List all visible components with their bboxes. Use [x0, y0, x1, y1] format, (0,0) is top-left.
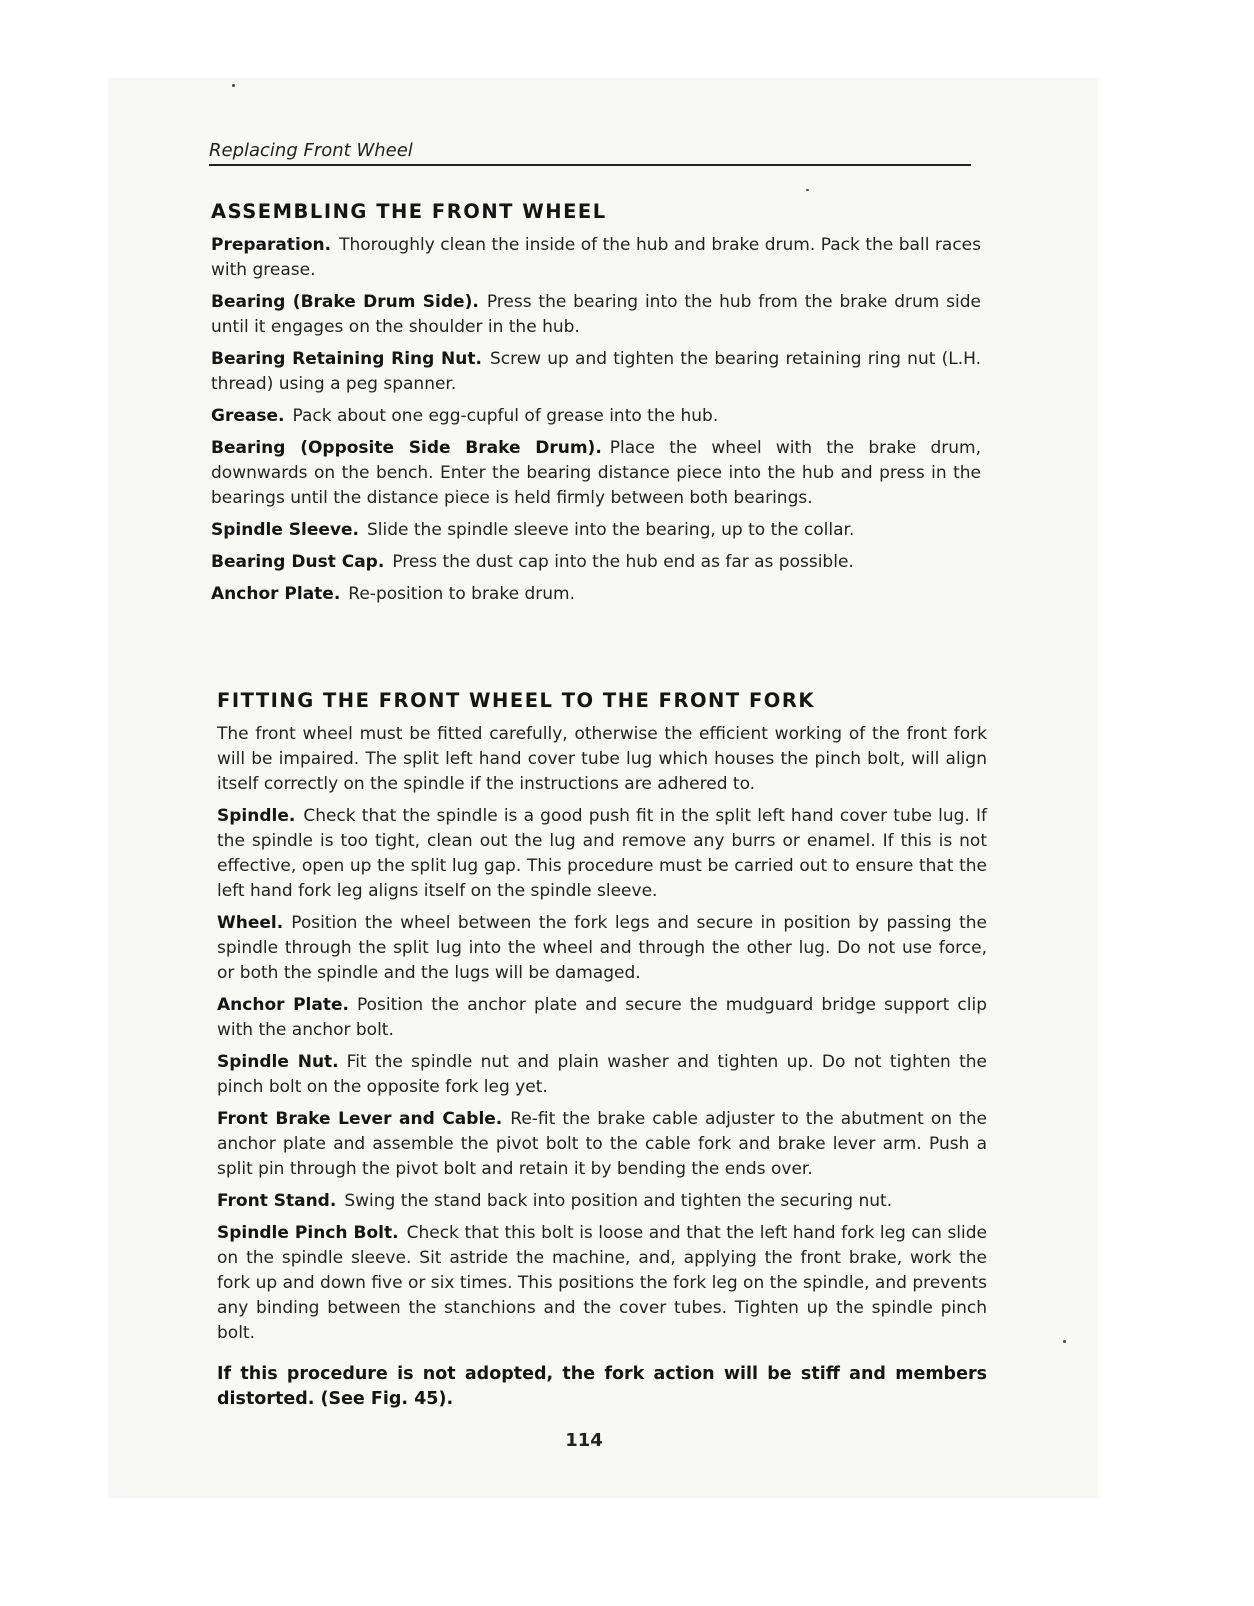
instruction-item [211, 404, 981, 429]
instruction-text: Screw up and tighten the bearing retaining ring nut (L.H. thread) using a peg spanner. [211, 349, 981, 394]
page-header-title: Replacing Front Wheel [209, 140, 413, 161]
instruction-item [211, 550, 981, 575]
instruction-item [217, 993, 987, 1043]
instruction-term: Anchor Plate. [211, 584, 341, 604]
instruction-item [211, 582, 981, 607]
instruction-text: Press the dust cap into the hub end as far as possible. [392, 552, 854, 572]
scan-speck [1063, 1340, 1066, 1343]
instruction-item [211, 290, 981, 340]
section-heading: FITTING THE FRONT WHEEL TO THE FRONT FORK [217, 689, 815, 712]
instruction-text: Slide the spindle sleeve into the bearing, up to the collar. [367, 520, 855, 540]
instruction-item [211, 436, 981, 511]
instruction-text: Press the bearing into the hub from the brake drum side until it engages on the shoulder in the hub. [211, 292, 981, 337]
instruction-text: Pack about one egg-cupful of grease into the hub. [292, 406, 719, 426]
instruction-term: Preparation. [211, 235, 332, 255]
instruction-term: Bearing Dust Cap. [211, 552, 385, 572]
instruction-text: Re-position to brake drum. [348, 584, 575, 604]
instruction-item [217, 1189, 987, 1214]
scan-speck [806, 189, 809, 191]
warning-note: If this procedure is not adopted, the fork action will be stiff and members distorted. (See Fig. 45). [217, 1364, 987, 1409]
instruction-item [217, 911, 987, 986]
instruction-term: Spindle Nut. [217, 1052, 339, 1072]
instruction-text: Thoroughly clean the inside of the hub and brake drum. Pack the ball races with grease. [211, 235, 981, 280]
instruction-text: Position the wheel between the fork legs and secure in position by passing the spindle through the split lug into the wheel and through the other lug. Do not use force, or both the spindle and the lugs will be damaged. [217, 913, 987, 983]
instruction-text: Re-fit the brake cable adjuster to the abutment on the anchor plate and assemble the pivot bolt to the cable fork and brake lever arm. Push a split pin through the pivot bolt and retain it by bending the ends over. [217, 1109, 987, 1179]
instruction-term: Grease. [211, 406, 285, 426]
instruction-term: Spindle. [217, 806, 296, 826]
instruction-term: Spindle Sleeve. [211, 520, 359, 540]
instruction-term: Spindle Pinch Bolt. [217, 1223, 399, 1243]
section-intro: The front wheel must be fitted carefully, otherwise the efficient working of the front fork will be impaired. The split left hand cover tube lug which houses the pinch bolt, will align itself correctly on the spindle if the instructions are adhered to. [217, 724, 987, 794]
instruction-item [217, 1050, 987, 1100]
instruction-text: Check that the spindle is a good push fit in the split left hand cover tube lug. If the spindle is too tight, clean out the lug and remove any burrs or enamel. If this is not effective, open up the split lug gap. This procedure must be carried out to ensure that the left hand fork leg aligns itself on the spindle sleeve. [217, 806, 987, 901]
instruction-item [211, 233, 981, 283]
instruction-text: Swing the stand back into position and tighten the securing nut. [344, 1191, 893, 1211]
instruction-text: Position the anchor plate and secure the mudguard bridge support clip with the anchor bolt. [217, 995, 987, 1040]
instruction-item [217, 1107, 987, 1182]
instruction-term: Front Brake Lever and Cable. [217, 1109, 503, 1129]
section-fitting-front-wheel [217, 689, 987, 1430]
instruction-text: Place the wheel with the brake drum, downwards on the bench. Enter the bearing distance piece into the hub and press in the bearings until the distance piece is held firmly between both bearings. [211, 438, 981, 508]
instruction-term: Anchor Plate. [217, 995, 349, 1015]
instruction-term: Bearing (Opposite Side Brake Drum). [211, 438, 602, 458]
instruction-text: Check that this bolt is loose and that the left hand fork leg can slide on the spindle sleeve. Sit astride the machine, and, applying the front brake, work the fork up and down five or six times. This positions the fork leg on the spindle, and prevents any binding between the stanchions and the cover tubes. Tighten up the spindle pinch bolt. [217, 1223, 987, 1343]
instruction-item [217, 804, 987, 904]
instruction-item [211, 347, 981, 397]
instruction-item [217, 1221, 987, 1346]
instruction-item [211, 518, 981, 543]
instruction-term: Bearing (Brake Drum Side). [211, 292, 479, 312]
section-assembling-front-wheel [211, 200, 981, 614]
section-heading: ASSEMBLING THE FRONT WHEEL [211, 200, 607, 223]
page-number: 114 [565, 1430, 603, 1451]
instruction-term: Bearing Retaining Ring Nut. [211, 349, 482, 369]
page-header [209, 140, 971, 166]
instruction-term: Wheel. [217, 913, 284, 933]
instruction-term: Front Stand. [217, 1191, 337, 1211]
instruction-text: Fit the spindle nut and plain washer and tighten up. Do not tighten the pinch bolt on the opposite fork leg yet. [217, 1052, 988, 1097]
scan-speck [232, 84, 235, 87]
